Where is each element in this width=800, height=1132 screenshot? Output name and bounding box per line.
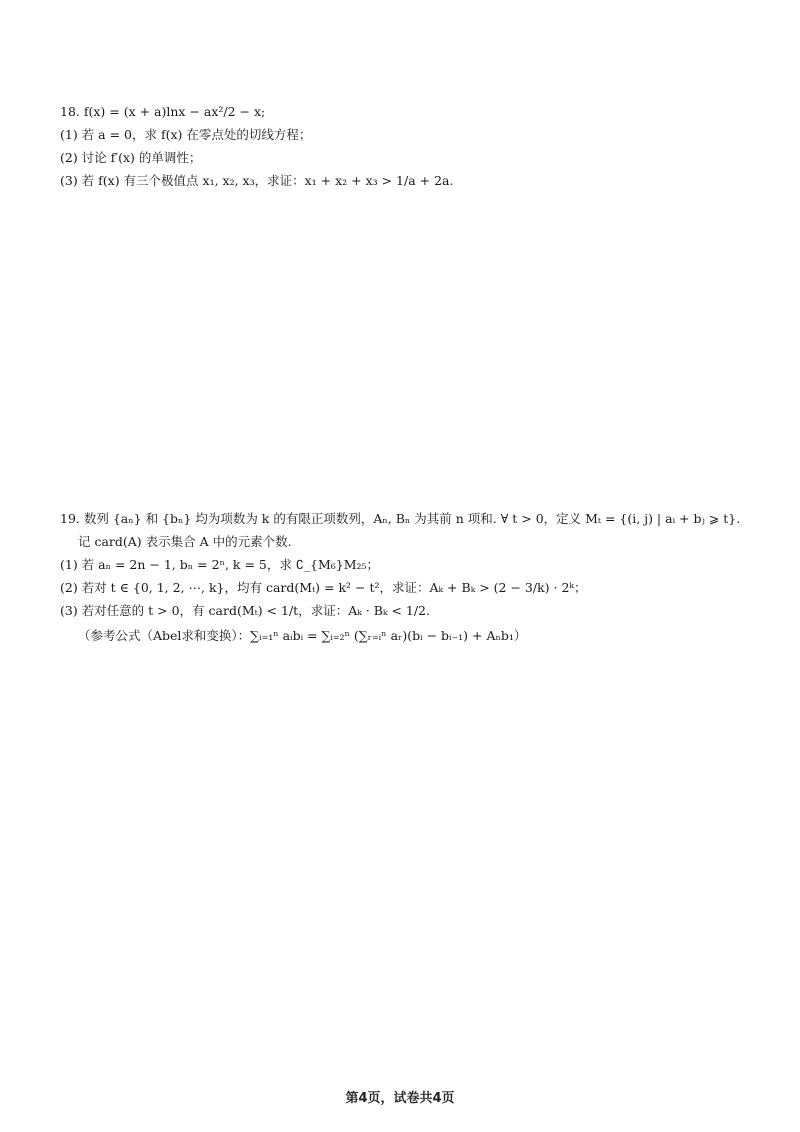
problem-19-part-1: (1) 若 aₙ = 2n − 1, bₙ = 2ⁿ, k = 5，求 ∁_{M₆}M₂₅； [60, 557, 380, 572]
problem-19-part-2: (2) 若对 t ∈ {0, 1, 2, ⋯, k}，均有 card(Mₜ) = k² − t²，求证：Aₖ + Bₖ > (2 − 3/k) · 2ᵏ； [60, 580, 587, 595]
abel-formula: （参考公式（Abel求和变换）：∑ᵢ₌₁ⁿ aᵢbᵢ = ∑ᵢ₌₂ⁿ (∑ᵣ₌ᵢⁿ aᵣ)(bᵢ − bᵢ₋₁) + Aₙb₁） [78, 628, 527, 643]
problem-18-statement-text: 18. f(x) = (x + a)lnx − ax²/2 − x; [60, 104, 266, 119]
problem-18-part-2: (2) 讨论 f′(x) 的单调性； [60, 150, 202, 165]
problem-19-statement-cont: 记 card(A) 表示集合 A 中的元素个数. [78, 534, 292, 549]
problem-18-part-1: (1) 若 a = 0，求 f(x) 在零点处的切线方程； [60, 127, 312, 142]
problem-19 [60, 507, 760, 650]
problem-19-part-3: (3) 若对任意的 t > 0，有 card(Mₜ) < 1/t，求证：Aₖ · Bₖ < 1/2. [60, 603, 430, 618]
problem-19-statement: 19. 数列 {aₙ} 和 {bₙ} 均为项数为 k 的有限正项数列，Aₙ, Bₙ 为其前 n 项和. ∀ t > 0，定义 Mₜ = {(i, j) | aᵢ + bⱼ ⩾ t}. [60, 511, 741, 526]
problem-18 [60, 100, 760, 192]
problem-18-part-3: (3) 若 f(x) 有三个极值点 x₁, x₂, x₃，求证：x₁ + x₂ + x₃ > 1/a + 2a. [60, 173, 454, 188]
page-footer: 第4页，试卷共4页 [345, 1091, 455, 1106]
problem-18-statement [60, 100, 760, 123]
